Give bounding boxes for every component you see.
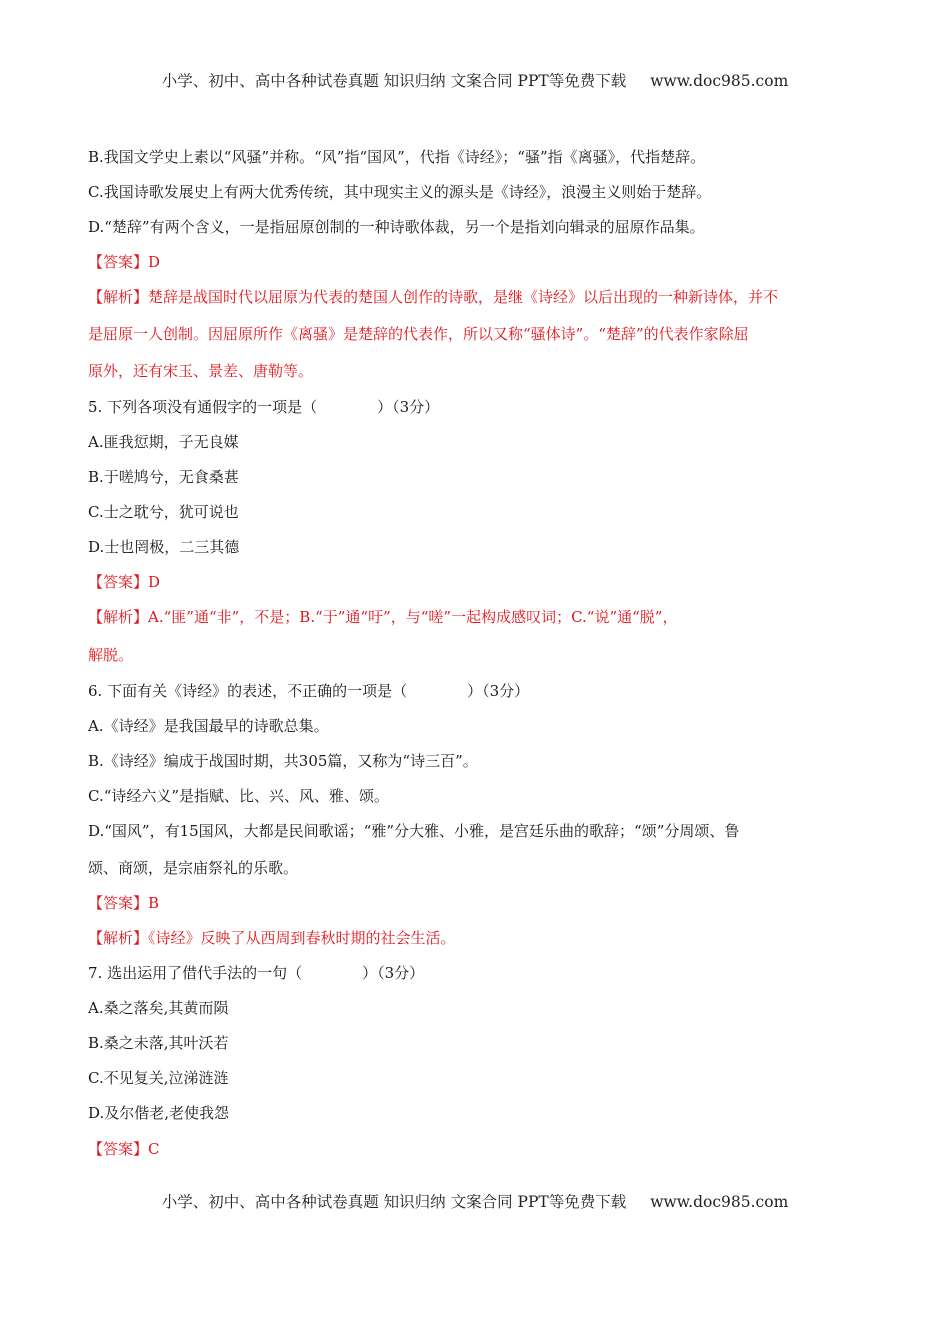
q6-stem: 6. 下面有关《诗经》的表述，不正确的一项是（ ）（3分） <box>88 682 530 700</box>
q7-option-a: A.桑之落矣,其黄而陨 <box>88 999 229 1017</box>
explanation-text: A.“匪”通“非”，不是；B.“于”通“吁”，与“嗟”一起构成感叹词；C.“说”通“脱”， <box>148 608 678 626</box>
explanation-tag: 【解析】 <box>88 608 149 626</box>
q4-explanation-line-1 <box>88 287 778 307</box>
footer-url[interactable]: www.doc985.com <box>650 1193 789 1211</box>
q5-option-a: A.匪我愆期，子无良媒 <box>88 433 239 451</box>
q6-option-d-line-1: D.“国风”，有15国风，大都是民间歌谣；“雅”分大雅、小雅，是宫廷乐曲的歌辞；“颂”分周颂、鲁 <box>88 822 740 840</box>
q6-option-b: B.《诗经》编成于战国时期，共305篇，又称为“诗三百”。 <box>88 752 478 770</box>
footer-text: 小学、初中、高中各种试卷真题 知识归纳 文案合同 PPT等免费下载 <box>161 1193 627 1211</box>
q5-option-c: C.士之耽兮，犹可说也 <box>88 503 239 521</box>
answer-tag: 【答案】 <box>88 573 149 591</box>
answer-tag: 【答案】 <box>88 1140 149 1158</box>
q7-option-d: D.及尔偕老,老使我怨 <box>88 1104 230 1122</box>
answer-value: D <box>148 253 161 271</box>
header-text: 小学、初中、高中各种试卷真题 知识归纳 文案合同 PPT等免费下载 <box>161 72 627 90</box>
explanation-tag: 【解析】 <box>88 288 149 306</box>
q7-option-b: B.桑之未落,其叶沃若 <box>88 1034 229 1052</box>
q4-option-c: C.我国诗歌发展史上有两大优秀传统，其中现实主义的源头是《诗经》，浪漫主义则始于楚辞。 <box>88 183 712 201</box>
q6-answer <box>88 893 159 913</box>
q7-stem: 7. 选出运用了借代手法的一句（ ）（3分） <box>88 964 425 982</box>
q6-option-d-line-2: 颂、商颂，是宗庙祭礼的乐歌。 <box>88 859 299 877</box>
answer-tag: 【答案】 <box>88 894 149 912</box>
answer-tag: 【答案】 <box>88 253 149 271</box>
explanation-text: 楚辞是战国时代以屈原为代表的楚国人创作的诗歌，是继《诗经》以后出现的一种新诗体，并不 <box>148 288 779 306</box>
q6-option-a: A.《诗经》是我国最早的诗歌总集。 <box>88 717 329 735</box>
q6-option-c: C.“诗经六义”是指赋、比、兴、风、雅、颂。 <box>88 787 390 805</box>
explanation-text: 《诗经》反映了从西周到春秋时期的社会生活。 <box>148 929 456 947</box>
q4-option-b: B.我国文学史上素以“风骚”并称。“风”指“国风”，代指《诗经》；“骚”指《离骚》，代指楚辞。 <box>88 148 706 166</box>
page-header <box>0 69 950 91</box>
q5-explanation-line-2: 解脱。 <box>88 646 134 664</box>
q6-explanation <box>88 928 456 948</box>
header-url[interactable]: www.doc985.com <box>650 72 789 90</box>
answer-value: B <box>148 894 160 912</box>
q4-explanation-line-2: 是屈原一人创制。因屈原所作《离骚》是楚辞的代表作，所以又称“骚体诗”。“楚辞”的代表作家除屈 <box>88 325 749 343</box>
answer-value: C <box>148 1140 160 1158</box>
q7-answer <box>88 1139 160 1159</box>
q5-explanation-line-1 <box>88 607 677 627</box>
q4-option-d: D.“楚辞”有两个含义，一是指屈原创制的一种诗歌体裁，另一个是指刘向辑录的屈原作品集。 <box>88 218 705 236</box>
q7-option-c: C.不见复关,泣涕涟涟 <box>88 1069 229 1087</box>
q4-explanation-line-3: 原外，还有宋玉、景差、唐勒等。 <box>88 362 314 380</box>
q5-option-d: D.士也罔极，二三其德 <box>88 538 240 556</box>
q5-answer <box>88 572 160 592</box>
answer-value: D <box>148 573 161 591</box>
q5-option-b: B.于嗟鸠兮，无食桑葚 <box>88 468 239 486</box>
q5-stem: 5. 下列各项没有通假字的一项是（ ）（3分） <box>88 398 440 416</box>
q4-answer <box>88 252 160 272</box>
explanation-tag: 【解析】 <box>88 929 149 947</box>
page-footer <box>0 1190 950 1212</box>
